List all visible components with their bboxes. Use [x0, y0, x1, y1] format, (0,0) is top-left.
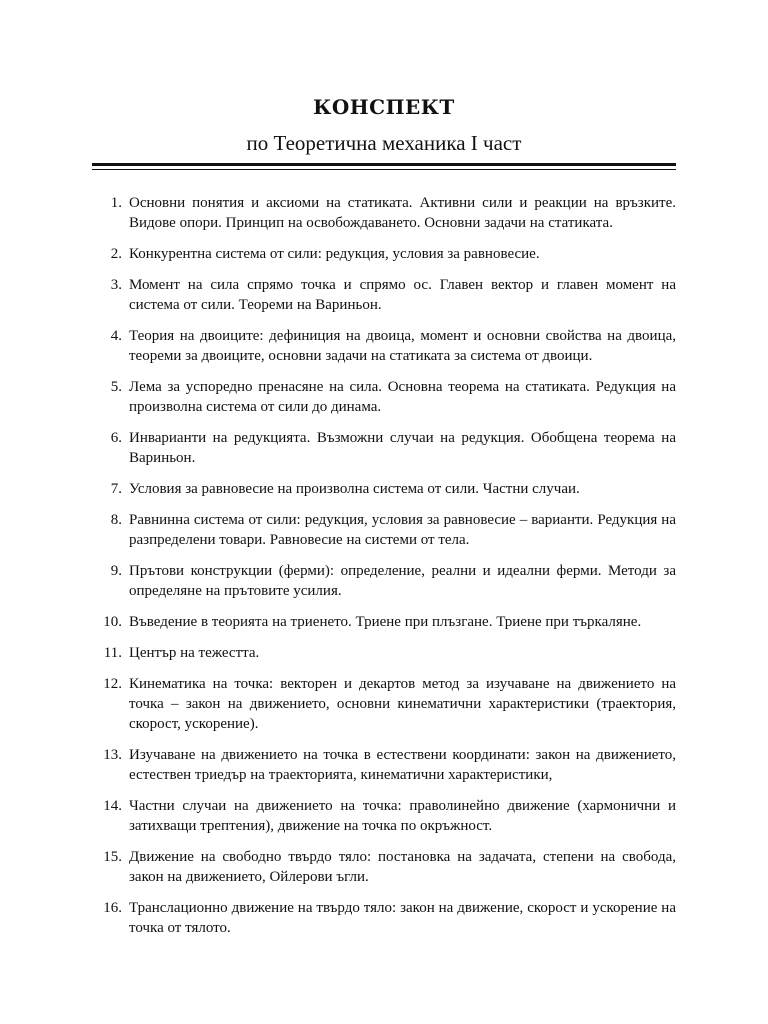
- item-text: Център на тежестта.: [129, 645, 260, 661]
- item-text: Транслационно движение на твърдо тяло: закон на движение, скорост и ускорение на точка от тялото.: [129, 900, 676, 936]
- item-number: 1.: [110, 195, 122, 211]
- list-item: [0, 745, 768, 785]
- item-text: Теория на двоиците: дефиниция на двоица, момент и основни свойства на двоица, теореми за двоиците, основни задачи на статиката за система от двоици.: [129, 328, 676, 364]
- list-item: [0, 479, 768, 499]
- item-text: Въведение в теорията на триенето. Триене при плъзгане. Триене при търкаляне.: [129, 614, 642, 630]
- item-number: 12.: [103, 676, 122, 692]
- item-text: Лема за успоредно пренасяне на сила. Основна теорема на статиката. Редукция на произволна система от сили до динама.: [129, 379, 676, 415]
- topic-list: [0, 193, 768, 949]
- item-text: Основни понятия и аксиоми на статиката. Активни сили и реакции на връзките. Видове опори. Принцип на освобождаването. Основни задачи на статиката.: [129, 195, 676, 231]
- list-item: [0, 244, 768, 264]
- document-subtitle: по Теоретична механика I част: [246, 131, 522, 155]
- list-item: [0, 428, 768, 468]
- item-number: 5.: [110, 379, 122, 395]
- list-item: [0, 377, 768, 417]
- list-item: [0, 326, 768, 366]
- item-text: Момент на сила спрямо точка и спрямо ос. Главен вектор и главен момент на система от сили. Теореми на Вариньон.: [129, 277, 676, 313]
- list-item: [0, 796, 768, 836]
- item-number: 6.: [110, 430, 122, 446]
- list-item: [0, 193, 768, 233]
- item-number: 8.: [110, 512, 122, 528]
- item-number: 2.: [110, 246, 122, 262]
- item-number: 15.: [103, 849, 122, 865]
- list-item: [0, 674, 768, 734]
- list-item: [0, 898, 768, 938]
- item-text: Условия за равновесие на произволна система от сили. Частни случаи.: [129, 481, 580, 497]
- item-number: 11.: [103, 645, 122, 661]
- item-number: 14.: [103, 798, 122, 814]
- list-item: [0, 510, 768, 550]
- item-text: Изучаване на движението на точка в естествени координати: закон на движението, естествен триедър на траекторията, кинематични характеристики,: [129, 747, 676, 783]
- list-item: [0, 847, 768, 887]
- title-rule-thin: [92, 169, 676, 170]
- item-text: Конкурентна система от сили: редукция, условия за равновесие.: [129, 246, 540, 262]
- list-item: [0, 561, 768, 601]
- list-item: [0, 643, 768, 663]
- item-number: 3.: [110, 277, 122, 293]
- document-title: КОНСПЕКТ: [313, 95, 455, 119]
- item-number: 4.: [110, 328, 122, 344]
- list-item: [0, 612, 768, 632]
- item-number: 16.: [103, 900, 122, 916]
- item-text: Равнинна система от сили: редукция, условия за равновесие – варианти. Редукция на разпределени товари. Равновесие на системи от тела.: [129, 512, 676, 548]
- title-rule-thick: [92, 163, 676, 166]
- item-text: Кинематика на точка: векторен и декартов метод за изучаване на движението на точка – закон на движението, основни кинематични характеристики (траектория, скорост, ускорение).: [129, 676, 676, 732]
- item-number: 13.: [103, 747, 122, 763]
- item-number: 10.: [103, 614, 122, 630]
- item-text: Прътови конструкции (ферми): определение, реални и идеални ферми. Методи за определяне на прътовите усилия.: [129, 563, 676, 599]
- list-item: [0, 275, 768, 315]
- item-text: Движение на свободно твърдо тяло: постановка на задачата, степени на свобода, закон на движението, Ойлерови ъгли.: [129, 849, 676, 885]
- item-number: 7.: [110, 481, 122, 497]
- item-text: Инварианти на редукцията. Възможни случаи на редукция. Обобщена теорема на Вариньон.: [129, 430, 676, 466]
- item-number: 9.: [110, 563, 122, 579]
- item-text: Частни случаи на движението на точка: праволинейно движение (хармонични и затихващи трептения), движение на точка по окръжност.: [129, 798, 676, 834]
